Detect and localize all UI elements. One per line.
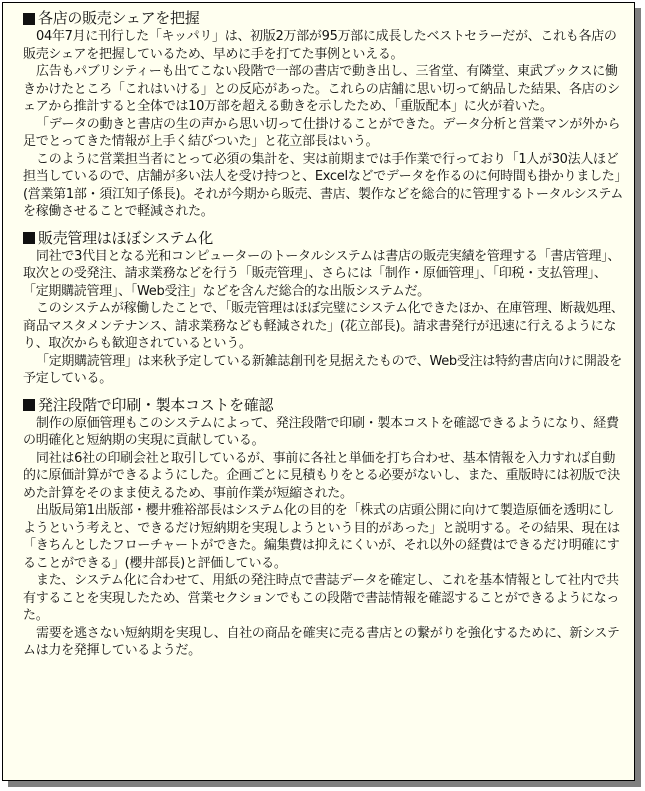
paragraph: 制作の原価管理もこのシステムによって、発注段階で印刷・製本コストを確認できるようになり、経費の明確化と短納期の実現に貢献している。 <box>23 415 619 448</box>
paragraph: 需要を逃さない短納期を実現し、自社の商品を確実に売る書店との繋がりを強化するために、新システムは力を発揮しているようだ。 <box>23 625 620 658</box>
section-sales-management <box>23 229 624 388</box>
article-box <box>2 2 635 781</box>
paragraph: 「定期購読管理」は来秋予定している新雑誌創刊を見据えたもので、Web受注は特約書店向けに開設を予定している。 <box>23 353 622 386</box>
square-bullet-icon <box>23 399 35 411</box>
paragraph: 「データの動きと書店の生の声から思い切って仕掛けることができた。データ分析と営業マンが外から足でとってきた情報が上手く結びついた」と花立部長はいう。 <box>23 116 621 149</box>
square-bullet-icon <box>23 13 35 25</box>
paragraph: このように営業担当者にとって必須の集計を、実は前期までは手作業で行っており「1人が30法人ほど担当しているので、店舗が多い法人を受け持つと、Excelなどでデータを作るのに何時間も掛かりました」(営業第1部・須江知子係長)。それが今期から販売、書店、製作などを総合的に管理するトータルシステムを稼働させることで軽減された。 <box>23 151 624 219</box>
paragraph: 同社は6社の印刷会社と取引しているが、事前に各社と単価を打ち合わせ、基本情報を入力すれば自動的に原価計算ができるようにした。企画ごとに見積もりをとる必要がないし、また、重版時には初版で決めた計算をそのまま使えるため、事前作業が短縮された。 <box>23 450 620 501</box>
paragraph: 同社で3代目となる光和コンピューターのトータルシステムは書店の販売実績を管理する「書店管理」、取次との受発注、請求業務などを行う「販売管理」、さらには「制作・原価管理」、「印税・支払管理」、「定期購読管理」、「Web受注」などを含んだ総合的な出版システムだ。 <box>23 248 621 299</box>
square-bullet-icon <box>23 232 35 244</box>
paragraph: また、システム化に合わせて、用紙の発注時点で書誌データを確定し、これを基本情報として社内で共有することを実現したため、営業セクションでもこの段階で書誌情報を確認することができるようになった。 <box>23 573 620 623</box>
section-heading: 販売管理はほぼシステム化 <box>23 229 624 248</box>
paragraph: このシステムが稼働したことで、「販売管理はほぼ完璧にシステム化できたほか、在庫管理、断裁処理、商品マスタメンテナンス、請求業務なども軽減された」(花立部長)。請求書発行が迅速に行えるようになり、取次からも歓迎されているという。 <box>23 301 624 351</box>
section-heading: 発注段階で印刷・製本コストを確認 <box>23 396 624 415</box>
paragraph: 04年7月に刊行した「キッパリ」は、初版2万部が95万部に成長したベストセラーだが、これも各店の販売シェアを把握しているため、早めに手を打てた事例といえる。 <box>23 29 617 62</box>
paragraph: 出版局第1出版部・櫻井雅裕部長はシステム化の目的を「株式の店頭公開に向けて製造原価を透明にしようという考えと、できるだけ短納期を実現しようという目的があった」と説明する。その結果、現在は「きちんとしたフローチャートができた。編集費は抑えにくいが、それ以外の経費はできるだけ明確にすることができる」(櫻井部長)と評価している。 <box>23 503 620 571</box>
section-cost-confirmation <box>23 396 624 660</box>
section-sales-share <box>23 9 624 221</box>
section-heading: 各店の販売シェアを把握 <box>23 9 624 28</box>
paragraph: 広告もパブリシティーも出てこない段階で一部の書店で動き出し、三省堂、有隣堂、東武ブックスに働きかけたところ「これはいける」との反応があった。これらの店舗に思い切って納品した結果、各店のシェアから推計すると全体では10万部を超える動きを示したため、「重版配本」に火が着いた。 <box>23 64 620 114</box>
